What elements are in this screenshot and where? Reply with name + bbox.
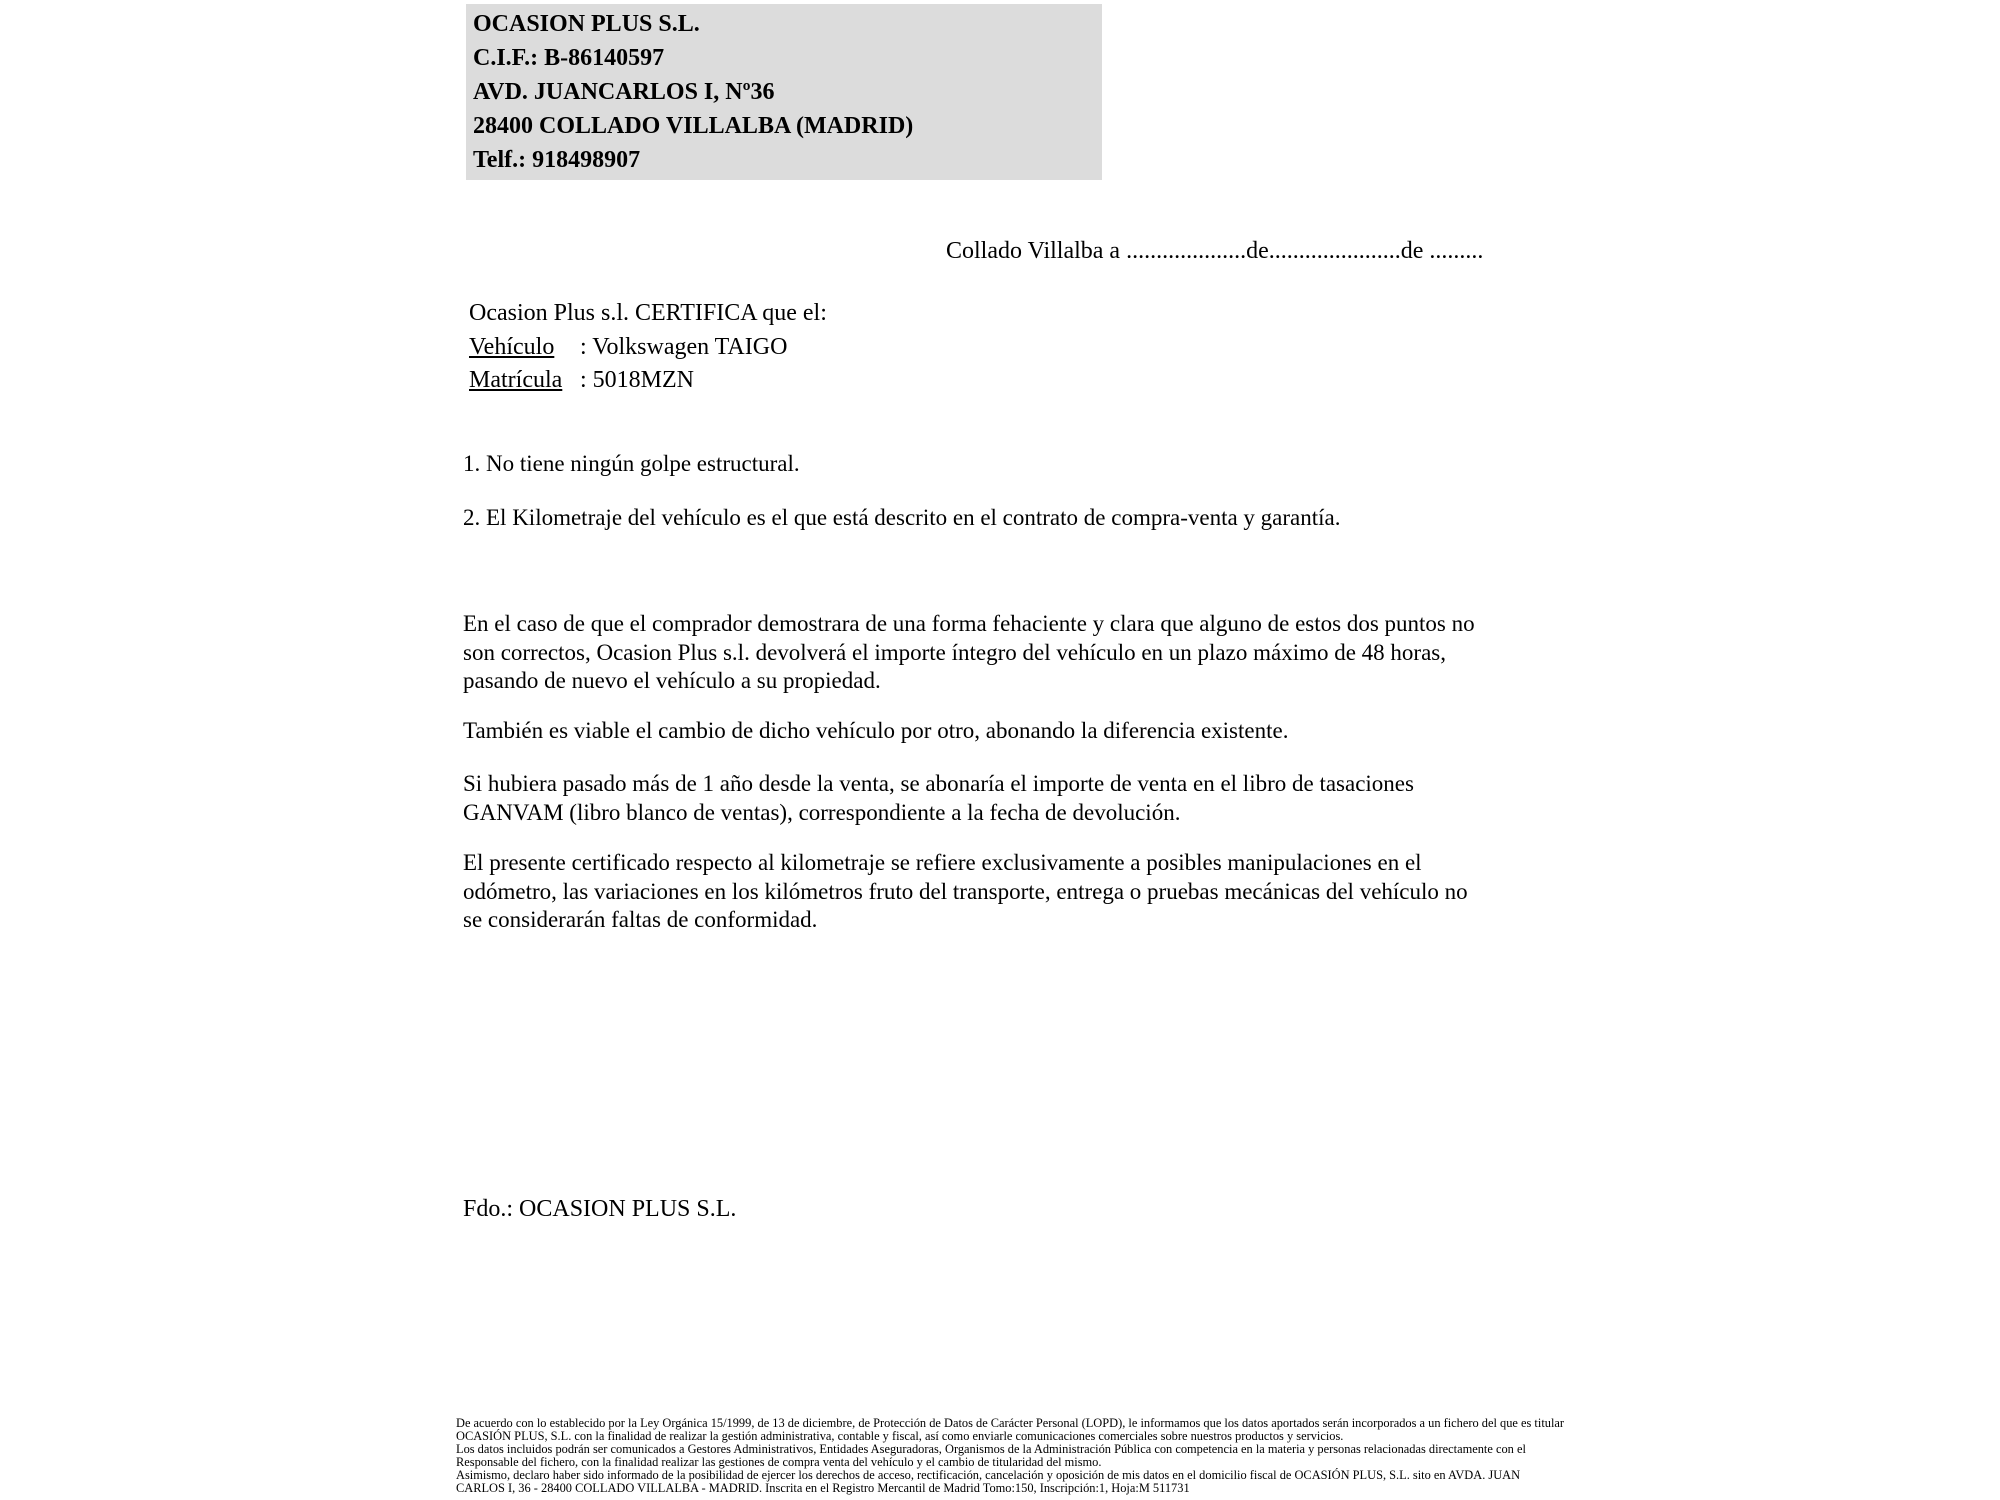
company-header-box — [466, 4, 1102, 180]
company-phone: Telf.: 918498907 — [473, 147, 641, 173]
vehicle-label: Vehículo — [469, 333, 555, 360]
paragraph-odometer-disclaimer — [463, 849, 1468, 935]
vehicle-field-row — [469, 331, 827, 365]
certificate-intro — [469, 297, 827, 331]
paragraph-line: se considerarán faltas de conformidad. — [463, 907, 818, 932]
paragraph-line: pasando de nuevo el vehículo a su propiedad. — [463, 668, 881, 693]
legal-footer — [456, 1417, 1564, 1494]
certified-point-2: 2. El Kilometraje del vehículo es el que está descrito en el contrato de compra-venta y garantía. — [463, 505, 1341, 530]
company-city: 28400 COLLADO VILLALBA (MADRID) — [473, 113, 914, 139]
legal-footer-line: OCASIÓN PLUS, S.L. con la finalidad de realizar la gestión administrativa, contable y fiscal, así como enviarle comunicaciones comerciales sobre nuestros productos y servicios. — [456, 1428, 1344, 1443]
company-cif: C.I.F.: B-86140597 — [473, 45, 665, 71]
legal-footer-line: Los datos incluidos podrán ser comunicados a Gestores Administrativos, Entidades Aseguradoras, Organismos de la Administración Pública con competencia en la materia y personas relacionadas directamente con el — [456, 1441, 1526, 1456]
paragraph-line: odómetro, las variaciones en los kilómetros fruto del transporte, entrega o pruebas mecánicas del vehículo no — [463, 878, 1468, 904]
certified-point-1: 1. No tiene ningún golpe estructural. — [463, 451, 800, 476]
legal-footer-line: De acuerdo con lo establecido por la Ley Orgánica 15/1999, de 13 de diciembre, de Protección de Datos de Carácter Personal (LOPD), le informamos que los datos aportados serán incorporados a un fichero del que es titular — [456, 1416, 1565, 1430]
paragraph-line: Si hubiera pasado más de 1 año desde la venta, se abonaría el importe de venta en el libro de tasaciones — [463, 771, 1414, 796]
plate-value: : 5018MZN — [580, 367, 694, 393]
paragraph-line: El presente certificado respecto al kilometraje se refiere exclusivamente a posibles manipulaciones en el — [463, 850, 1422, 875]
paragraph-refund-terms — [463, 610, 1475, 696]
company-address: AVD. JUANCARLOS I, Nº36 — [473, 79, 775, 105]
legal-footer-line: CARLOS I, 36 - 28400 COLLADO VILLALBA - MADRID. Inscrita en el Registro Mercantil de Madrid Tomo:150, Inscripción:1, Hoja:M 511731 — [456, 1480, 1190, 1495]
place-date-line: Collado Villalba a ....................de......................de ......... — [946, 238, 1484, 264]
legal-footer-line: Responsable del fichero, con la finalidad realizar las gestiones de compra venta del vehículo y el cambio de titularidad del mismo. — [456, 1454, 1102, 1469]
paragraph-line: GANVAM (libro blanco de ventas), correspondiente a la fecha de devolución. — [463, 799, 1181, 825]
vehicle-value: : Volkswagen TAIGO — [580, 333, 788, 360]
certificate-intro-text: Ocasion Plus s.l. CERTIFICA que el: — [469, 300, 827, 326]
certificate-block — [469, 297, 827, 398]
paragraph-line: También es viable el cambio de dicho vehículo por otro, abonando la diferencia existente. — [463, 718, 1289, 743]
signature-line: Fdo.: OCASION PLUS S.L. — [463, 1196, 737, 1222]
plate-label: Matrícula — [469, 367, 563, 393]
plate-field-row — [469, 364, 827, 398]
paragraph-line: En el caso de que el comprador demostrara de una forma fehaciente y clara que alguno de estos dos puntos no — [463, 611, 1475, 636]
legal-footer-line: Asimismo, declaro haber sido informado de la posibilidad de ejercer los derechos de acceso, rectificación, cancelación y oposición de mis datos en el domicilio fiscal de OCASIÓN PLUS, S.L. sito en AVDA. JUAN — [456, 1467, 1521, 1482]
paragraph-ganvam-valuation — [463, 770, 1414, 827]
paragraph-line: son correctos, Ocasion Plus s.l. devolverá el importe íntegro del vehículo en un plazo máximo de 48 horas, — [463, 639, 1447, 665]
company-name: OCASION PLUS S.L. — [473, 11, 700, 37]
paragraph-exchange-option — [463, 717, 1288, 746]
